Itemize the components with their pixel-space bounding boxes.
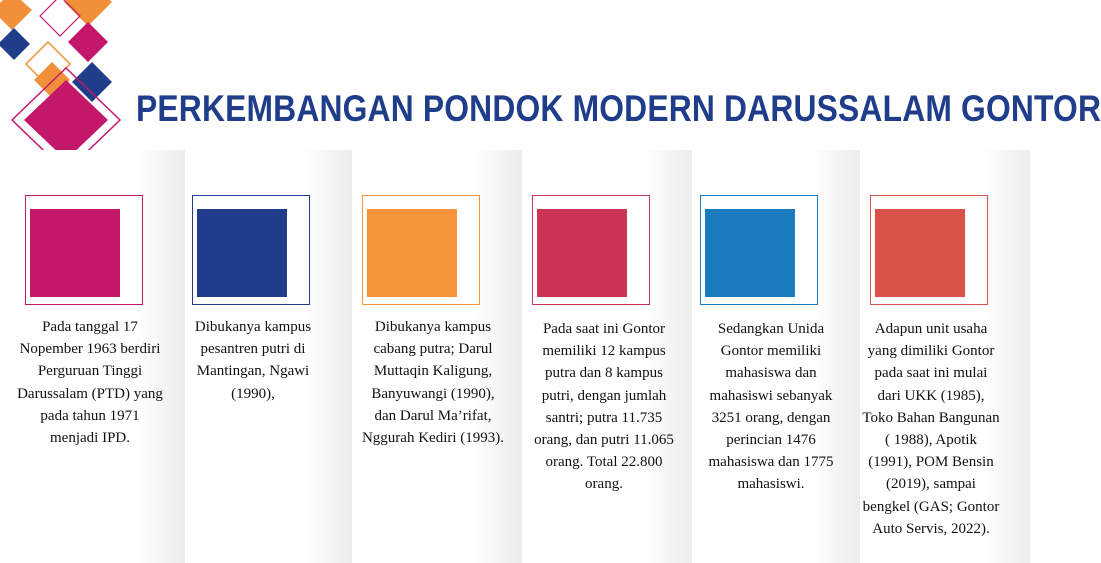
color-square-5 — [705, 209, 795, 297]
page-title: PERKEMBANGAN PONDOK MODERN DARUSSALAM GONTOR — [136, 88, 1101, 129]
card-2-description: Dibukanya kampus pesantren putri di Mantingan, Ngawi (1990), — [194, 319, 312, 402]
card-3-description: Dibukanya kampus cabang putra; Darul Muttaqin Kaligung, Banyuwangi (1990), dan Darul Ma’rifat, Nggurah Kediri (1993). — [361, 319, 505, 447]
card-5 — [700, 195, 818, 305]
card-6 — [870, 195, 988, 305]
card-2 — [192, 195, 310, 305]
diamond-shapes — [0, 0, 120, 172]
card-5-description: Sedangkan Unida Gontor memiliki mahasiswa dan mahasiswi sebanyak 3251 orang, dengan perincian 1476 mahasiswa dan 1775 mahasiswi. — [708, 321, 834, 493]
card-6-description: Adapun unit usaha yang dimiliki Gontor pada saat ini mulai dari UKK (1985), Toko Bahan Bangunan ( 1988), Apotik (1991), POM Bensin (2019), sampai bengkel (GAS; Gontor Auto Servis, 2022). — [862, 321, 1000, 537]
card-3 — [362, 195, 480, 305]
card-4-description: Pada saat ini Gontor memiliki 12 kampus putra dan 8 kampus putri, dengan jumlah santri; putra 11.735 orang, dan putri 11.065 orang. Total 22.800 orang. — [534, 321, 674, 493]
color-square-4 — [537, 209, 627, 297]
card-1 — [25, 195, 143, 305]
color-square-2 — [197, 209, 287, 297]
color-square-3 — [367, 209, 457, 297]
color-square-1 — [30, 209, 120, 297]
card-1-description: Pada tanggal 17 Nopember 1963 berdiri Perguruan Tinggi Darussalam (PTD) yang pada tahun 1971 menjadi IPD. — [17, 319, 163, 447]
decorative-diamonds — [0, 0, 140, 160]
color-square-6 — [875, 209, 965, 297]
card-4 — [532, 195, 650, 305]
